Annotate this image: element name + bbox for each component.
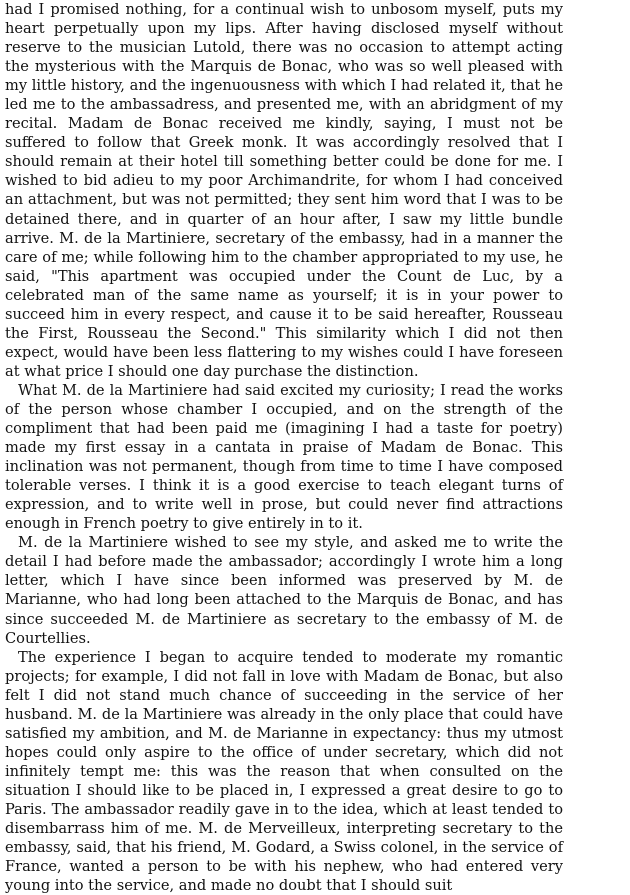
document-page [5,0,563,895]
paragraph-2: What M. de la Martiniere had said excited my curiosity; I read the works of the person whose chamber I occupied, and on the strength of the compliment that had been paid me (imagining I had a taste for poetry) made my first essay in a cantata in praise of Madam de Bonac. This inclination was not permanent, though from time to time I have composed tolerable verses. I think it is a good exercise to teach elegant turns of expression, and to write well in prose, but could never find attractions enough in French poetry to give entirely in to it. [5,381,563,533]
paragraph-4: The experience I began to acquire tended to moderate my romantic projects; for example, I did not fall in love with Madam de Bonac, but also felt I did not stand much chance of succeeding in the service of her husband. M. de la Martiniere was already in the only place that could have satisfied my ambition, and M. de Marianne in expectancy: thus my utmost hopes could only aspire to the office of under secretary, which did not infinitely tempt me: this was the reason that when consulted on the situation I should like to be placed in, I expressed a great desire to go to Paris. The ambassador readily gave in to the idea, which at least tended to disembarrass him of me. M. de Merveilleux, interpreting secretary to the embassy, said, that his friend, M. Godard, a Swiss colonel, in the service of France, wanted a person to be with his nephew, who had entered very young into the service, and made no doubt that I should suit [5,648,563,895]
paragraph-3: M. de la Martiniere wished to see my style, and asked me to write the detail I had before made the ambassador; accordingly I wrote him a long letter, which I have since been informed was preserved by M. de Marianne, who had long been attached to the Marquis de Bonac, and has since succeeded M. de Martiniere as secretary to the embassy of M. de Courtellies. [5,534,563,647]
paragraph-1: had I promised nothing, for a continual wish to unbosom myself, puts my heart perpetually upon my lips. After having disclosed myself without reserve to the musician Lutold, there was no occasion to attempt acting the mysterious with the Marquis de Bonac, who was so well pleased with my little history, and the ingenuousness with which I had related it, that he led me to the ambassadress, and presented me, with an abridgment of my recital. Madam de Bonac received me kindly, saying, I must not be suffered to follow that Greek monk. It was accordingly resolved that I should remain at their hotel till something better could be done for me. I wished to bid adieu to my poor Archimandrite, for whom I had conceived an attachment, but was not permitted; they sent him word that I was to be detained there, and in quarter of an hour after, I saw my little bundle arrive. M. de la Martiniere, secretary of the embassy, had in a manner the care of me; while following him to the chamber appropriated to my use, he said, "This apartment was occupied under the Count de Luc, by a celebrated man of the same name as yourself; it is in your power to succeed him in every respect, and cause it to be said hereafter, Rousseau the First, Rousseau the Second." This similarity which I did not then expect, would have been less flattering to my wishes could I have foreseen at what price I should one day purchase the distinction. [5,1,563,380]
